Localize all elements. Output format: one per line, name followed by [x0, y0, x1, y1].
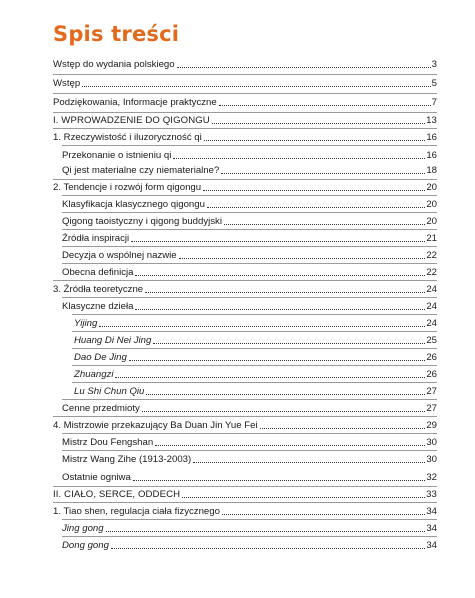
toc-subsection-entry — [74, 333, 437, 347]
toc-section-entry — [62, 538, 437, 552]
toc-section-entry — [62, 214, 437, 228]
dot-leader — [204, 140, 426, 141]
dot-leader — [131, 241, 425, 242]
row-divider — [62, 212, 437, 213]
toc-entry-label: I. WPROWADZENIE DO QIGONGU — [53, 115, 210, 126]
toc-entry-label: Wstęp do wydania polskiego — [53, 59, 175, 70]
dot-leader — [203, 190, 425, 191]
dot-leader — [129, 360, 426, 361]
toc-chapter-entry — [53, 282, 437, 296]
dot-leader — [111, 548, 425, 549]
toc-entry-label: 3. Źródła teoretyczne — [53, 284, 144, 295]
row-divider — [53, 502, 437, 503]
dot-leader — [135, 275, 425, 276]
toc-part-entry — [53, 113, 437, 127]
row-divider — [72, 365, 437, 366]
dot-leader — [82, 86, 430, 87]
toc-entry-page: 3 — [431, 59, 437, 70]
dot-leader — [115, 377, 425, 378]
dot-leader — [145, 292, 425, 293]
dot-leader — [146, 394, 425, 395]
dot-leader — [212, 123, 425, 124]
dot-leader — [106, 531, 426, 532]
toc-entry-label: Qigong taoistyczny i qigong buddyjski — [62, 216, 222, 227]
toc-entry-page: 13 — [426, 115, 437, 126]
toc-entry-label: Mistrz Wang Zihe (1913-2003) — [62, 454, 192, 465]
row-divider — [62, 246, 437, 247]
toc-section-entry — [62, 248, 437, 262]
toc-entry-page: 30 — [426, 437, 437, 448]
toc-entry-label: Huang Di Nei Jing — [74, 335, 152, 346]
toc-section-entry — [62, 148, 437, 162]
toc-entry-label: Decyzja o wspólnej nazwie — [62, 250, 177, 261]
row-divider — [62, 450, 437, 451]
toc-entry-label: 1. Rzeczywistość i iluzoryczność qi — [53, 132, 202, 143]
toc-entry-page: 21 — [426, 233, 437, 244]
toc-section-entry — [62, 470, 437, 484]
toc-entry-page: 20 — [426, 182, 437, 193]
toc-entry — [53, 57, 437, 71]
toc-entry-page: 30 — [426, 454, 437, 465]
toc-entry-label: Mistrz Dou Fengshan — [62, 437, 154, 448]
row-divider — [53, 128, 437, 129]
dot-leader — [260, 428, 426, 429]
toc-entry-page: 24 — [426, 284, 437, 295]
row-divider — [62, 536, 437, 537]
toc-entry-label: Lu Shi Chun Qiu — [74, 386, 145, 397]
toc-entry-label: Ostatnie ogniwa — [62, 472, 131, 483]
toc-entry-page: 7 — [431, 97, 437, 108]
row-divider — [72, 314, 437, 315]
toc-section-entry — [62, 265, 437, 279]
toc-entry-label: Qi jest materialne czy niematerialne? — [62, 165, 220, 176]
row-divider — [62, 297, 437, 298]
toc-entry-page: 20 — [426, 216, 437, 227]
toc-subsection-entry — [74, 350, 437, 364]
row-divider — [62, 195, 437, 196]
toc-entry-label — [53, 420, 259, 432]
dot-leader — [179, 258, 426, 259]
page-title: Spis treści — [53, 22, 180, 46]
toc-entry-page: 27 — [426, 403, 437, 414]
row-divider — [72, 382, 437, 383]
toc-entry-page: 24 — [426, 318, 437, 329]
toc-entry-page: 34 — [426, 540, 437, 551]
toc-entry-label: Cenne przedmioty — [62, 403, 140, 414]
toc-entry-label: Dao De Jing — [74, 352, 127, 363]
row-divider — [53, 93, 437, 94]
dot-leader — [182, 497, 425, 498]
row-divider — [72, 331, 437, 332]
toc-section-entry — [62, 521, 437, 535]
toc-entry-label: Obecna definicja — [62, 267, 134, 278]
dot-leader — [155, 445, 425, 446]
toc-subsection-entry — [74, 384, 437, 398]
dot-leader — [224, 224, 425, 225]
row-divider — [53, 280, 437, 281]
row-divider — [62, 229, 437, 230]
dot-leader — [222, 514, 425, 515]
row-divider — [62, 399, 437, 400]
toc-chapter-entry — [53, 180, 437, 194]
toc-entry-page: 24 — [426, 301, 437, 312]
dot-leader — [221, 173, 425, 174]
toc-entry — [53, 76, 437, 90]
toc-section-entry — [62, 452, 437, 466]
dot-leader — [99, 326, 425, 327]
toc-entry-label: Klasyfikacja klasycznego qigongu — [62, 199, 205, 210]
row-divider — [53, 74, 437, 75]
toc-entry-page: 22 — [426, 250, 437, 261]
dot-leader — [142, 411, 425, 412]
toc-subsection-entry — [74, 367, 437, 381]
toc-entry-label: II. CIAŁO, SERCE, ODDECH — [53, 489, 181, 500]
toc-entry-page: 29 — [426, 420, 437, 431]
toc-entry-label: Podziękowania, Informacje praktyczne — [53, 97, 217, 108]
toc-section-entry — [62, 435, 437, 449]
toc-section-entry — [62, 197, 437, 211]
toc-entry-page: 32 — [426, 472, 437, 483]
toc-chapter-entry — [53, 418, 437, 432]
toc-section-entry — [62, 401, 437, 415]
dot-leader — [173, 158, 425, 159]
toc-entry-page: 25 — [426, 335, 437, 346]
dot-leader — [133, 480, 426, 481]
toc-entry-page: 34 — [426, 523, 437, 534]
toc-entry-page: 34 — [426, 506, 437, 517]
toc-chapter-entry — [53, 504, 437, 518]
toc-entry-label: Zhuangzi — [74, 369, 114, 380]
toc-part-entry — [53, 487, 437, 501]
toc-entry-label: Klasyczne dzieła — [62, 301, 134, 312]
dot-leader — [135, 309, 425, 310]
toc-entry-label-text: 4. Mistrzowie przekazujący Ba Duan Jin Yue Fei — [53, 420, 258, 431]
toc-entry-page: 5 — [431, 78, 437, 89]
toc-entry-label: Dong gong — [62, 540, 109, 551]
toc-section-entry — [62, 299, 437, 313]
toc-section-entry — [62, 163, 437, 177]
toc-section-entry — [62, 231, 437, 245]
row-divider — [53, 416, 437, 417]
row-divider — [62, 433, 437, 434]
toc-entry-label: 1. Tiao shen, regulacja ciała fizycznego — [53, 506, 220, 517]
dot-leader — [219, 105, 431, 106]
dot-leader — [207, 207, 425, 208]
toc-chapter-entry — [53, 130, 437, 144]
toc-entry-label: Wstęp — [53, 78, 81, 89]
row-divider — [62, 519, 437, 520]
toc-entry-page: 26 — [426, 352, 437, 363]
toc-entry-page: 22 — [426, 267, 437, 278]
dot-leader — [153, 343, 425, 344]
toc-entry — [53, 95, 437, 109]
toc-entry-label: Przekonanie o istnieniu qi — [62, 150, 172, 161]
toc-entry-page: 18 — [426, 165, 437, 176]
row-divider — [62, 263, 437, 264]
toc-entry-page: 16 — [426, 150, 437, 161]
toc-entry-label: Yijing — [74, 318, 98, 329]
toc-subsection-entry — [74, 316, 437, 330]
toc-entry-page: 27 — [426, 386, 437, 397]
toc-entry-label: 2. Tendencje i rozwój form qigongu — [53, 182, 202, 193]
toc-entry-label: Jing gong — [62, 523, 104, 534]
row-divider — [72, 348, 437, 349]
toc-entry-page: 26 — [426, 369, 437, 380]
dot-leader — [177, 67, 431, 68]
toc-entry-label: Źródła inspiracji — [62, 233, 130, 244]
toc-entry-page: 33 — [426, 489, 437, 500]
toc-entry-page: 20 — [426, 199, 437, 210]
row-divider — [62, 145, 437, 146]
toc-entry-page: 16 — [426, 132, 437, 143]
dot-leader — [193, 462, 425, 463]
